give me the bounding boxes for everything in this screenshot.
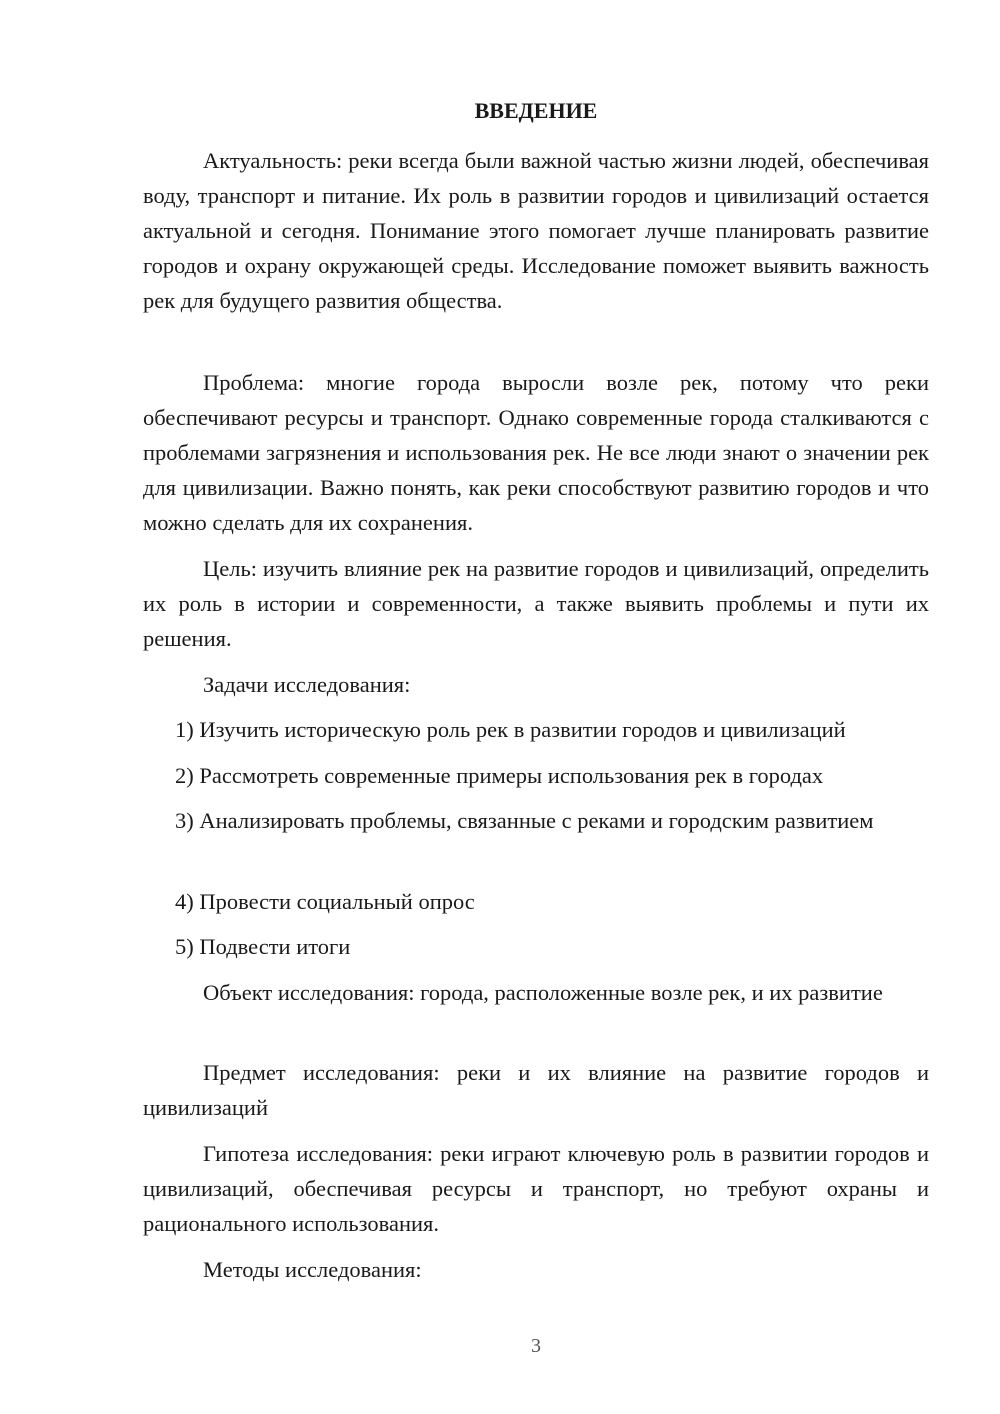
task-item: 2) Рассмотреть современные примеры использования рек в городах [175,763,824,788]
goal-paragraph: Цель: изучить влияние рек на развитие городов и цивилизаций, определить их роль в истории и современности, а также выявить проблемы и пути их решения. [143,556,929,651]
task-item: 5) Подвести итоги [175,934,351,959]
task-item: 4) Провести социальный опрос [175,889,475,914]
tasks-heading: Задачи исследования: [203,672,411,697]
problem-paragraph: Проблема: многие города выросли возле рек, потому что реки обеспечивают ресурсы и транспорт. Однако современные города сталкиваются с проблемами загрязнения и использования рек. Не все люди знают о значении рек для цивилизации. Важно понять, как реки способствуют развитию городов и что можно сделать для их сохранения. [143,370,929,535]
methods-heading: Методы исследования: [203,1257,422,1282]
object-paragraph: Объект исследования: города, расположенные возле рек, и их развитие [203,980,883,1005]
hypothesis-paragraph: Гипотеза исследования: реки играют ключевую роль в развитии городов и цивилизаций, обеспечивая ресурсы и транспорт, но требуют охраны и рационального использования. [143,1141,929,1236]
section-heading: ВВЕДЕНИЕ [474,98,598,123]
subject-paragraph: Предмет исследования: реки и их влияние на развитие городов и цивилизаций [143,1060,929,1120]
task-item: 1) Изучить историческую роль рек в развитии городов и цивилизаций [175,717,846,742]
relevance-paragraph: Актуальность: реки всегда были важной частью жизни людей, обеспечивая воду, транспорт и питание. Их роль в развитии городов и цивилизаций остается актуальной и сегодня. Понимание этого помогает лучше планировать развитие городов и охрану окружающей среды. Исследование поможет выявить важность рек для будущего развития общества. [143,148,929,313]
page-number: 3 [531,1335,541,1357]
task-item: 3) Анализировать проблемы, связанные с реками и городским развитием [175,808,874,833]
